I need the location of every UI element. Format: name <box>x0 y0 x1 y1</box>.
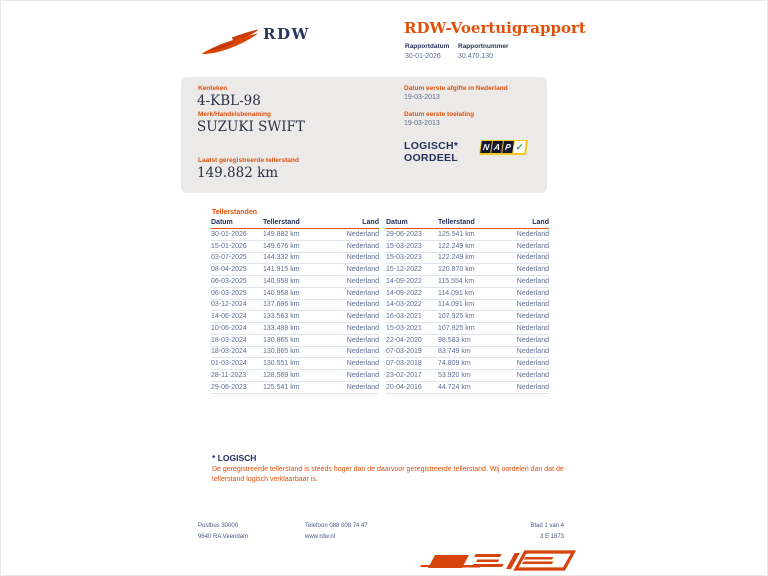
footer-page-number: Blad 1 van 4 <box>530 523 564 529</box>
tellerstanden-table-right <box>386 219 549 394</box>
table-cell: Nederland <box>346 230 379 238</box>
table-cell: Nederland <box>516 254 549 262</box>
col-header-land: Land <box>362 219 379 226</box>
afgifte-label: Datum eerste afgifte in Nederland <box>404 85 508 92</box>
table-cell: 114.091 km <box>438 301 475 309</box>
table-cell: 140.958 km <box>263 277 300 285</box>
table-cell: Nederland <box>516 277 549 285</box>
table-cell: 03-07-2025 <box>211 254 247 262</box>
table-row <box>386 264 549 276</box>
table-cell: Nederland <box>346 301 379 309</box>
table-cell: 08-04-2025 <box>211 266 247 274</box>
table-row <box>386 370 549 382</box>
rdw-decorative-stripes-icon <box>418 549 593 576</box>
table-cell: 16-03-2021 <box>386 313 422 321</box>
footer-contact <box>305 521 368 543</box>
col-header-tellerstand: Tellerstand <box>263 219 300 226</box>
table-row <box>211 323 379 335</box>
table-cell: Nederland <box>346 336 379 344</box>
footer-address <box>198 521 248 543</box>
page-title: RDW-Voertuigrapport <box>404 19 586 37</box>
table-cell: Nederland <box>516 360 549 368</box>
nap-letter-p: P <box>502 141 514 153</box>
table-row <box>386 253 549 265</box>
table-cell: Nederland <box>516 324 549 332</box>
table-cell: 114.091 km <box>438 289 475 297</box>
table-row <box>211 264 379 276</box>
table-row <box>211 300 379 312</box>
table-cell: 122.249 km <box>438 254 475 262</box>
table-cell: 06-03-2025 <box>211 289 247 297</box>
table-row <box>211 311 379 323</box>
nap-logo <box>479 140 528 155</box>
footer-page-info <box>464 521 564 543</box>
table-cell: Nederland <box>516 266 549 274</box>
table-row <box>211 370 379 382</box>
table-cell: 140.958 km <box>263 289 300 297</box>
table-cell: 130.865 km <box>263 348 300 356</box>
col-header-datum: Datum <box>211 219 233 226</box>
tellerstanden-table-left <box>211 219 379 394</box>
table-cell: 29-06-2023 <box>386 230 422 238</box>
table-cell: Nederland <box>346 289 379 297</box>
table-cell: 137.686 km <box>263 301 300 309</box>
table-row <box>211 347 379 359</box>
report-number-value: 30.470.130 <box>458 53 494 60</box>
table-row <box>211 276 379 288</box>
table-cell: 22-04-2020 <box>386 336 422 344</box>
table-cell: Nederland <box>516 289 549 297</box>
table-cell: 98.583 km <box>438 336 471 344</box>
oordeel-text: LOGISCH* OORDEEL <box>404 140 459 164</box>
table-cell: 133.488 km <box>263 324 300 332</box>
table-row <box>386 229 549 241</box>
table-cell: 14-06-2024 <box>211 313 247 321</box>
table-cell: 06-03-2025 <box>211 277 247 285</box>
tellerstand-label: Laatst geregistreerde tellerstand <box>198 157 299 164</box>
table-cell: 03-12-2024 <box>211 301 247 309</box>
table-cell: Nederland <box>516 348 549 356</box>
report-date-label: Rapportdatum <box>405 43 450 50</box>
nap-letter-a: A <box>491 141 503 153</box>
table-row <box>386 288 549 300</box>
nap-checkmark-icon: ✓ <box>515 141 525 152</box>
table-row <box>386 347 549 359</box>
table-cell: 107.925 km <box>438 324 475 332</box>
table-cell: Nederland <box>516 313 549 321</box>
table-row <box>211 241 379 253</box>
footer-address-line1: Postbus 30000 <box>198 523 239 529</box>
table-cell: 141.915 km <box>263 266 300 274</box>
table-cell: 07-03-2019 <box>386 348 422 356</box>
footer-form-code: 3 E 1873 <box>539 534 564 540</box>
table-cell: Nederland <box>346 383 379 391</box>
table-cell: 149.882 km <box>263 230 300 238</box>
toelating-value: 19-03-2013 <box>404 120 440 127</box>
merk-label: Merk/Handelsbenaming <box>198 111 271 118</box>
table-row <box>211 253 379 265</box>
table-cell: 29-06-2023 <box>211 383 247 391</box>
table-row <box>386 241 549 253</box>
table-cell: Nederland <box>516 242 549 250</box>
footnote-title: * LOGISCH <box>212 453 257 463</box>
table-cell: Nederland <box>346 360 379 368</box>
table-header-row <box>211 219 379 229</box>
table-cell: 18-03-2024 <box>211 348 247 356</box>
table-cell: 128.569 km <box>263 371 300 379</box>
table-cell: Nederland <box>346 277 379 285</box>
table-cell: Nederland <box>346 254 379 262</box>
table-row <box>386 335 549 347</box>
col-header-datum: Datum <box>386 219 408 226</box>
table-cell: 14-09-2022 <box>386 289 422 297</box>
footer-address-line2: 9640 RA Veendam <box>198 534 249 540</box>
table-cell: 74.809 km <box>438 360 471 368</box>
table-row <box>211 288 379 300</box>
table-cell: 07-03-2018 <box>386 360 422 368</box>
table-row <box>386 358 549 370</box>
footer-phone: Telefoon 088 008 74 47 <box>305 523 368 529</box>
table-cell: 125.541 km <box>438 230 475 238</box>
kenteken-value: 4-KBL-98 <box>197 93 261 109</box>
table-cell: 15-03-2021 <box>386 324 422 332</box>
table-row <box>386 323 549 335</box>
table-row <box>211 382 379 394</box>
table-cell: Nederland <box>346 313 379 321</box>
table-cell: 149.676 km <box>263 242 300 250</box>
merk-value: SUZUKI SWIFT <box>197 119 305 135</box>
kenteken-label: Kenteken <box>198 85 228 92</box>
table-cell: Nederland <box>516 336 549 344</box>
table-cell: Nederland <box>346 348 379 356</box>
table-cell: 130.551 km <box>263 360 300 368</box>
col-header-tellerstand: Tellerstand <box>438 219 475 226</box>
table-row <box>211 335 379 347</box>
table-cell: 144.332 km <box>263 254 300 262</box>
table-cell: 15-03-2023 <box>386 242 422 250</box>
report-date-value: 30-01-2026 <box>405 53 441 60</box>
table-cell: 120.870 km <box>438 266 475 274</box>
table-cell: Nederland <box>346 371 379 379</box>
table-cell: 30-01-2026 <box>211 230 247 238</box>
table-cell: 14-09-2022 <box>386 277 422 285</box>
tellerstanden-section-title: Tellerstanden <box>212 209 257 216</box>
table-row <box>211 229 379 241</box>
afgifte-value: 19-03-2013 <box>404 94 440 101</box>
toelating-label: Datum eerste toelating <box>404 111 475 118</box>
table-row <box>386 300 549 312</box>
table-row <box>211 358 379 370</box>
table-cell: Nederland <box>516 301 549 309</box>
table-cell: 44.724 km <box>438 383 471 391</box>
tellerstand-value: 149.882 km <box>197 165 279 181</box>
table-cell: 83.749 km <box>438 348 471 356</box>
table-cell: Nederland <box>516 230 549 238</box>
table-row <box>386 311 549 323</box>
table-cell: 28-11-2023 <box>211 371 247 379</box>
table-cell: 10-06-2024 <box>211 324 247 332</box>
table-cell: 01-03-2024 <box>211 360 247 368</box>
table-cell: 15-03-2023 <box>386 254 422 262</box>
footer-website: www.rdw.nl <box>305 534 336 540</box>
table-cell: 15-12-2022 <box>386 266 422 274</box>
table-cell: 23-02-2017 <box>386 371 422 379</box>
table-cell: 107.925 km <box>438 313 475 321</box>
table-cell: Nederland <box>346 266 379 274</box>
table-cell: Nederland <box>346 242 379 250</box>
rdw-logo-text: RDW <box>263 25 310 43</box>
table-row <box>386 382 549 394</box>
nap-letter-n: N <box>480 141 492 153</box>
table-cell: 15-01-2026 <box>211 242 247 250</box>
table-cell: Nederland <box>516 371 549 379</box>
report-number-label: Rapportnummer <box>458 43 509 50</box>
footnote-text: De geregistreerde tellerstand is steeds hoger dan de daarvoor geregistreerde tellerstand. Wij oordelen dan dat de tellerstand logisch verklaarbaar is. <box>212 466 564 483</box>
table-cell: Nederland <box>346 324 379 332</box>
table-cell: 20-04-2016 <box>386 383 422 391</box>
table-cell: Nederland <box>516 383 549 391</box>
col-header-land: Land <box>532 219 549 226</box>
table-row <box>386 276 549 288</box>
table-cell: 14-03-2022 <box>386 301 422 309</box>
table-header-row <box>386 219 549 229</box>
table-cell: 18-03-2024 <box>211 336 247 344</box>
table-cell: 125.541 km <box>263 383 300 391</box>
table-cell: 122.249 km <box>438 242 475 250</box>
rdw-logo-wing-icon <box>199 26 261 56</box>
table-cell: 115.554 km <box>438 277 475 285</box>
table-cell: 130.865 km <box>263 336 300 344</box>
table-cell: 53.920 km <box>438 371 471 379</box>
table-cell: 133.563 km <box>263 313 300 321</box>
